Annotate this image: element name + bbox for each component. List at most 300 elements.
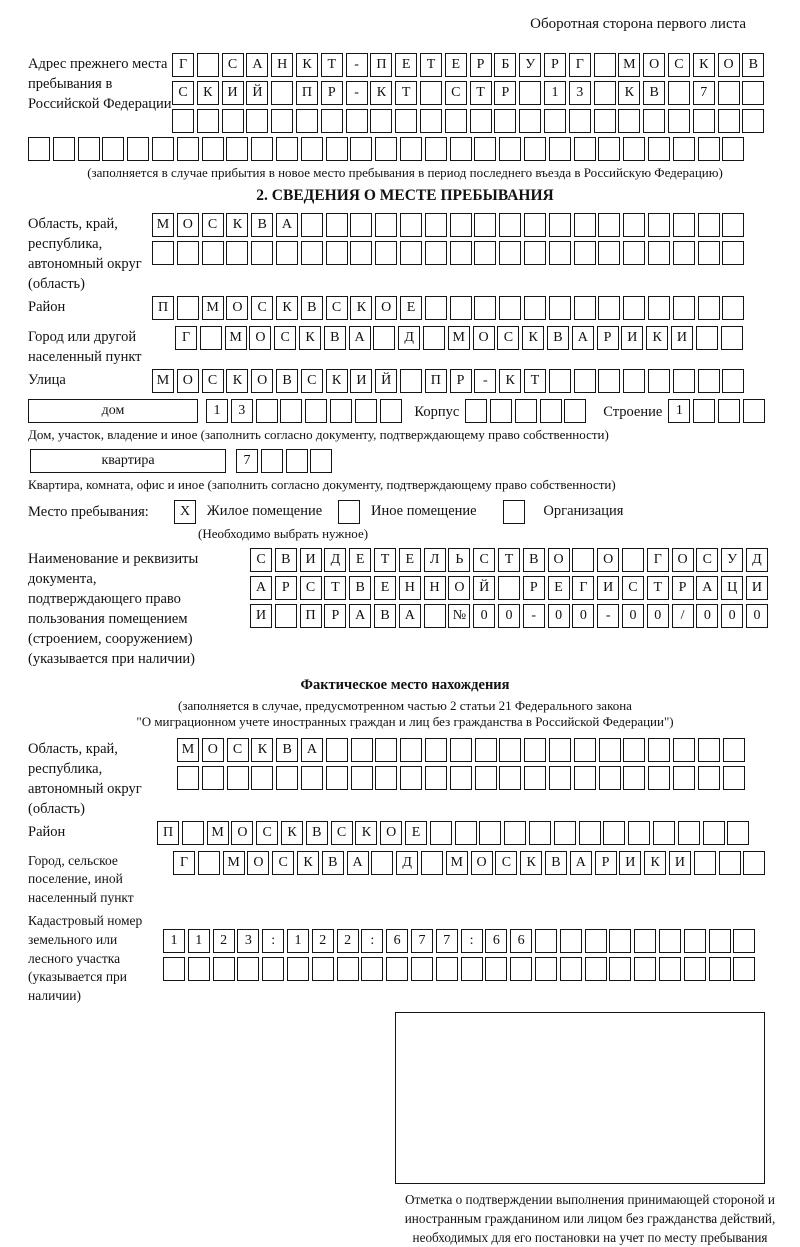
char-box[interactable] <box>598 241 620 265</box>
char-box[interactable]: К <box>522 326 544 350</box>
char-box[interactable] <box>350 137 372 161</box>
char-box[interactable]: Т <box>321 53 343 77</box>
char-box[interactable] <box>425 241 447 265</box>
char-box[interactable] <box>673 369 695 393</box>
char-box[interactable] <box>623 241 645 265</box>
char-box[interactable]: О <box>548 548 570 572</box>
char-box[interactable]: С <box>250 548 272 572</box>
char-box[interactable]: О <box>177 213 199 237</box>
char-box[interactable] <box>742 109 764 133</box>
char-box[interactable] <box>599 738 621 762</box>
char-box[interactable]: Р <box>672 576 694 600</box>
char-box[interactable] <box>698 766 720 790</box>
char-box[interactable] <box>400 766 422 790</box>
char-box[interactable]: Т <box>395 81 417 105</box>
char-box[interactable] <box>286 449 308 473</box>
char-box[interactable]: Н <box>424 576 446 600</box>
char-box[interactable]: С <box>300 576 322 600</box>
char-box[interactable] <box>673 137 695 161</box>
char-box[interactable]: Й <box>375 369 397 393</box>
char-box[interactable] <box>251 241 273 265</box>
char-box[interactable]: И <box>597 576 619 600</box>
char-box[interactable]: 1 <box>544 81 566 105</box>
char-box[interactable]: С <box>172 81 194 105</box>
char-box[interactable]: Р <box>523 576 545 600</box>
char-box[interactable] <box>603 821 625 845</box>
char-box[interactable]: 2 <box>312 929 334 953</box>
char-box[interactable] <box>623 766 645 790</box>
char-box[interactable]: 7 <box>693 81 715 105</box>
char-box[interactable] <box>395 109 417 133</box>
checkbox-zhiloe[interactable]: X <box>174 500 196 524</box>
char-box[interactable]: 0 <box>696 604 718 628</box>
char-box[interactable]: Д <box>398 326 420 350</box>
char-box[interactable] <box>423 326 445 350</box>
char-box[interactable] <box>102 137 124 161</box>
char-box[interactable]: А <box>572 326 594 350</box>
char-box[interactable]: 0 <box>473 604 495 628</box>
char-box[interactable] <box>450 241 472 265</box>
char-box[interactable] <box>375 738 397 762</box>
char-box[interactable]: О <box>473 326 495 350</box>
char-box[interactable] <box>499 241 521 265</box>
char-box[interactable] <box>585 957 607 981</box>
char-box[interactable]: И <box>619 851 641 875</box>
char-box[interactable] <box>623 213 645 237</box>
char-box[interactable] <box>698 738 720 762</box>
char-box[interactable] <box>698 296 720 320</box>
char-box[interactable]: Р <box>470 53 492 77</box>
char-box[interactable] <box>499 738 521 762</box>
char-box[interactable] <box>673 213 695 237</box>
char-box[interactable]: Е <box>405 821 427 845</box>
char-box[interactable] <box>598 213 620 237</box>
char-box[interactable] <box>696 326 718 350</box>
char-box[interactable] <box>202 766 224 790</box>
char-box[interactable]: О <box>471 851 493 875</box>
char-box[interactable]: В <box>251 213 273 237</box>
char-box[interactable]: К <box>251 738 273 762</box>
char-box[interactable]: О <box>202 738 224 762</box>
char-box[interactable] <box>375 241 397 265</box>
char-box[interactable] <box>643 109 665 133</box>
char-box[interactable] <box>246 109 268 133</box>
char-box[interactable] <box>470 109 492 133</box>
char-box[interactable]: И <box>222 81 244 105</box>
char-box[interactable] <box>78 137 100 161</box>
char-box[interactable]: Г <box>175 326 197 350</box>
char-box[interactable] <box>28 137 50 161</box>
char-box[interactable] <box>172 109 194 133</box>
char-box[interactable]: О <box>231 821 253 845</box>
char-box[interactable]: - <box>346 81 368 105</box>
char-box[interactable] <box>733 929 755 953</box>
char-box[interactable]: А <box>246 53 268 77</box>
char-box[interactable] <box>301 213 323 237</box>
char-box[interactable] <box>623 738 645 762</box>
char-box[interactable]: К <box>520 851 542 875</box>
char-box[interactable] <box>703 821 725 845</box>
char-box[interactable]: Ь <box>448 548 470 572</box>
char-box[interactable] <box>351 738 373 762</box>
char-box[interactable]: М <box>207 821 229 845</box>
char-box[interactable] <box>549 738 571 762</box>
char-box[interactable] <box>718 399 740 423</box>
char-box[interactable]: О <box>718 53 740 77</box>
char-box[interactable] <box>743 399 765 423</box>
char-box[interactable] <box>370 109 392 133</box>
char-box[interactable] <box>436 957 458 981</box>
char-box[interactable] <box>355 399 377 423</box>
char-box[interactable] <box>698 369 720 393</box>
char-box[interactable]: С <box>445 81 467 105</box>
char-box[interactable]: Д <box>746 548 768 572</box>
char-box[interactable]: С <box>326 296 348 320</box>
char-box[interactable]: В <box>276 738 298 762</box>
char-box[interactable]: К <box>281 821 303 845</box>
char-box[interactable]: В <box>276 369 298 393</box>
char-box[interactable]: К <box>618 81 640 105</box>
char-box[interactable]: 2 <box>337 929 359 953</box>
char-box[interactable] <box>474 137 496 161</box>
char-box[interactable]: М <box>152 213 174 237</box>
char-box[interactable]: 0 <box>746 604 768 628</box>
char-box[interactable] <box>609 929 631 953</box>
char-box[interactable]: 1 <box>206 399 228 423</box>
char-box[interactable] <box>276 241 298 265</box>
char-box[interactable]: Б <box>494 53 516 77</box>
char-box[interactable]: И <box>621 326 643 350</box>
char-box[interactable]: О <box>672 548 694 572</box>
char-box[interactable] <box>337 957 359 981</box>
char-box[interactable] <box>718 81 740 105</box>
char-box[interactable]: К <box>693 53 715 77</box>
char-box[interactable] <box>549 241 571 265</box>
char-box[interactable] <box>549 137 571 161</box>
char-box[interactable] <box>475 766 497 790</box>
char-box[interactable]: С <box>696 548 718 572</box>
char-box[interactable] <box>723 766 745 790</box>
char-box[interactable] <box>280 399 302 423</box>
char-box[interactable] <box>445 109 467 133</box>
char-box[interactable] <box>425 213 447 237</box>
char-box[interactable]: К <box>297 851 319 875</box>
char-box[interactable] <box>648 766 670 790</box>
char-box[interactable] <box>524 137 546 161</box>
char-box[interactable]: К <box>499 369 521 393</box>
char-box[interactable]: 2 <box>213 929 235 953</box>
char-box[interactable]: Р <box>275 576 297 600</box>
char-box[interactable] <box>535 957 557 981</box>
char-box[interactable]: № <box>448 604 470 628</box>
char-box[interactable] <box>673 241 695 265</box>
char-box[interactable] <box>673 766 695 790</box>
char-box[interactable] <box>648 738 670 762</box>
char-box[interactable] <box>549 296 571 320</box>
char-box[interactable]: О <box>251 369 273 393</box>
char-box[interactable]: 0 <box>721 604 743 628</box>
char-box[interactable] <box>400 213 422 237</box>
char-box[interactable] <box>673 738 695 762</box>
char-box[interactable]: Л <box>424 548 446 572</box>
char-box[interactable]: Г <box>569 53 591 77</box>
char-box[interactable] <box>474 213 496 237</box>
char-box[interactable] <box>510 957 532 981</box>
char-box[interactable]: С <box>256 821 278 845</box>
char-box[interactable]: М <box>223 851 245 875</box>
char-box[interactable]: Н <box>271 53 293 77</box>
char-box[interactable] <box>742 81 764 105</box>
char-box[interactable] <box>152 137 174 161</box>
char-box[interactable]: В <box>742 53 764 77</box>
char-box[interactable]: С <box>202 369 224 393</box>
char-box[interactable]: 1 <box>163 929 185 953</box>
char-box[interactable] <box>296 109 318 133</box>
char-box[interactable] <box>498 576 520 600</box>
char-box[interactable]: Р <box>324 604 346 628</box>
char-box[interactable]: В <box>523 548 545 572</box>
char-box[interactable]: И <box>669 851 691 875</box>
char-box[interactable] <box>723 738 745 762</box>
char-box[interactable] <box>321 109 343 133</box>
char-box[interactable]: О <box>249 326 271 350</box>
char-box[interactable]: 6 <box>510 929 532 953</box>
char-box[interactable]: 7 <box>411 929 433 953</box>
char-box[interactable]: К <box>226 369 248 393</box>
char-box[interactable]: В <box>349 576 371 600</box>
char-box[interactable]: С <box>622 576 644 600</box>
char-box[interactable]: Й <box>473 576 495 600</box>
char-box[interactable]: М <box>152 369 174 393</box>
char-box[interactable]: - <box>346 53 368 77</box>
char-box[interactable] <box>499 137 521 161</box>
char-box[interactable]: К <box>370 81 392 105</box>
char-box[interactable]: 1 <box>668 399 690 423</box>
char-box[interactable]: П <box>157 821 179 845</box>
char-box[interactable]: : <box>361 929 383 953</box>
char-box[interactable] <box>375 213 397 237</box>
char-box[interactable] <box>177 241 199 265</box>
char-box[interactable]: А <box>570 851 592 875</box>
char-box[interactable] <box>743 851 765 875</box>
char-box[interactable] <box>425 766 447 790</box>
char-box[interactable]: Е <box>399 548 421 572</box>
char-box[interactable]: А <box>301 738 323 762</box>
char-box[interactable]: / <box>672 604 694 628</box>
char-box[interactable]: Г <box>173 851 195 875</box>
char-box[interactable]: Е <box>349 548 371 572</box>
char-box[interactable] <box>572 548 594 572</box>
char-box[interactable]: В <box>275 548 297 572</box>
char-box[interactable] <box>490 399 512 423</box>
char-box[interactable] <box>504 821 526 845</box>
char-box[interactable] <box>499 296 521 320</box>
char-box[interactable] <box>386 957 408 981</box>
char-box[interactable] <box>485 957 507 981</box>
char-box[interactable] <box>719 851 741 875</box>
char-box[interactable] <box>271 109 293 133</box>
char-box[interactable] <box>326 137 348 161</box>
char-box[interactable]: В <box>545 851 567 875</box>
char-box[interactable] <box>425 296 447 320</box>
char-box[interactable]: О <box>597 548 619 572</box>
char-box[interactable]: В <box>301 296 323 320</box>
char-box[interactable] <box>373 326 395 350</box>
char-box[interactable]: П <box>300 604 322 628</box>
char-box[interactable]: Р <box>450 369 472 393</box>
char-box[interactable] <box>425 738 447 762</box>
char-box[interactable]: 0 <box>548 604 570 628</box>
char-box[interactable] <box>574 738 596 762</box>
char-box[interactable] <box>585 929 607 953</box>
char-box[interactable] <box>574 369 596 393</box>
char-box[interactable]: С <box>251 296 273 320</box>
char-box[interactable]: О <box>380 821 402 845</box>
checkbox-organizaciya[interactable] <box>503 500 525 524</box>
char-box[interactable]: К <box>226 213 248 237</box>
char-box[interactable] <box>226 241 248 265</box>
char-box[interactable] <box>524 213 546 237</box>
char-box[interactable]: В <box>643 81 665 105</box>
char-box[interactable] <box>622 548 644 572</box>
char-box[interactable]: М <box>177 738 199 762</box>
char-box[interactable] <box>653 821 675 845</box>
char-box[interactable]: В <box>306 821 328 845</box>
char-box[interactable]: О <box>375 296 397 320</box>
char-box[interactable] <box>698 213 720 237</box>
char-box[interactable] <box>598 137 620 161</box>
char-box[interactable]: К <box>644 851 666 875</box>
char-box[interactable] <box>727 821 749 845</box>
char-box[interactable]: Р <box>595 851 617 875</box>
char-box[interactable] <box>262 957 284 981</box>
char-box[interactable] <box>479 821 501 845</box>
char-box[interactable] <box>475 738 497 762</box>
char-box[interactable]: Г <box>172 53 194 77</box>
char-box[interactable]: К <box>276 296 298 320</box>
char-box[interactable]: 7 <box>236 449 258 473</box>
char-box[interactable] <box>564 399 586 423</box>
char-box[interactable] <box>722 369 744 393</box>
char-box[interactable] <box>400 137 422 161</box>
char-box[interactable] <box>549 369 571 393</box>
char-box[interactable] <box>198 851 220 875</box>
char-box[interactable]: 3 <box>237 929 259 953</box>
char-box[interactable]: М <box>225 326 247 350</box>
char-box[interactable]: О <box>448 576 470 600</box>
char-box[interactable]: А <box>349 326 371 350</box>
char-box[interactable]: У <box>519 53 541 77</box>
char-box[interactable]: С <box>202 213 224 237</box>
char-box[interactable] <box>177 296 199 320</box>
char-box[interactable] <box>684 957 706 981</box>
char-box[interactable] <box>461 957 483 981</box>
char-box[interactable] <box>549 213 571 237</box>
char-box[interactable]: В <box>324 326 346 350</box>
char-box[interactable] <box>694 851 716 875</box>
char-box[interactable] <box>182 821 204 845</box>
char-box[interactable]: А <box>349 604 371 628</box>
char-box[interactable]: Т <box>647 576 669 600</box>
char-box[interactable] <box>659 929 681 953</box>
char-box[interactable]: О <box>643 53 665 77</box>
char-box[interactable] <box>271 81 293 105</box>
char-box[interactable] <box>574 766 596 790</box>
char-box[interactable]: Р <box>321 81 343 105</box>
char-box[interactable] <box>202 241 224 265</box>
char-box[interactable]: С <box>222 53 244 77</box>
char-box[interactable]: О <box>226 296 248 320</box>
char-box[interactable] <box>450 296 472 320</box>
char-box[interactable]: Д <box>324 548 346 572</box>
char-box[interactable]: Й <box>246 81 268 105</box>
char-box[interactable] <box>678 821 700 845</box>
char-box[interactable] <box>326 241 348 265</box>
char-box[interactable] <box>400 369 422 393</box>
char-box[interactable]: П <box>370 53 392 77</box>
char-box[interactable] <box>574 296 596 320</box>
char-box[interactable] <box>350 213 372 237</box>
char-box[interactable] <box>574 137 596 161</box>
char-box[interactable] <box>698 241 720 265</box>
char-box[interactable] <box>310 449 332 473</box>
char-box[interactable]: - <box>523 604 545 628</box>
char-box[interactable] <box>152 241 174 265</box>
char-box[interactable] <box>237 957 259 981</box>
char-box[interactable] <box>623 296 645 320</box>
char-box[interactable] <box>721 326 743 350</box>
char-box[interactable] <box>499 213 521 237</box>
char-box[interactable]: Т <box>374 548 396 572</box>
char-box[interactable] <box>693 399 715 423</box>
char-box[interactable]: С <box>301 369 323 393</box>
char-box[interactable] <box>722 213 744 237</box>
char-box[interactable] <box>421 851 443 875</box>
char-box[interactable]: Р <box>597 326 619 350</box>
char-box[interactable]: К <box>350 296 372 320</box>
char-box[interactable] <box>634 929 656 953</box>
char-box[interactable] <box>53 137 75 161</box>
char-box[interactable] <box>554 821 576 845</box>
char-box[interactable] <box>301 241 323 265</box>
char-box[interactable]: 0 <box>498 604 520 628</box>
char-box[interactable] <box>330 399 352 423</box>
char-box[interactable] <box>718 109 740 133</box>
char-box[interactable] <box>350 241 372 265</box>
char-box[interactable] <box>202 137 224 161</box>
char-box[interactable] <box>598 296 620 320</box>
char-box[interactable]: П <box>152 296 174 320</box>
char-box[interactable]: Т <box>524 369 546 393</box>
char-box[interactable] <box>684 929 706 953</box>
char-box[interactable]: 0 <box>647 604 669 628</box>
char-box[interactable]: С <box>272 851 294 875</box>
char-box[interactable] <box>519 81 541 105</box>
char-box[interactable] <box>251 766 273 790</box>
char-box[interactable] <box>312 957 334 981</box>
char-box[interactable]: Т <box>498 548 520 572</box>
char-box[interactable]: С <box>227 738 249 762</box>
char-box[interactable] <box>668 109 690 133</box>
char-box[interactable]: 0 <box>622 604 644 628</box>
char-box[interactable]: Р <box>494 81 516 105</box>
char-box[interactable] <box>574 241 596 265</box>
char-box[interactable] <box>226 137 248 161</box>
char-box[interactable] <box>301 137 323 161</box>
char-box[interactable] <box>524 296 546 320</box>
char-box[interactable]: К <box>299 326 321 350</box>
char-box[interactable] <box>400 241 422 265</box>
